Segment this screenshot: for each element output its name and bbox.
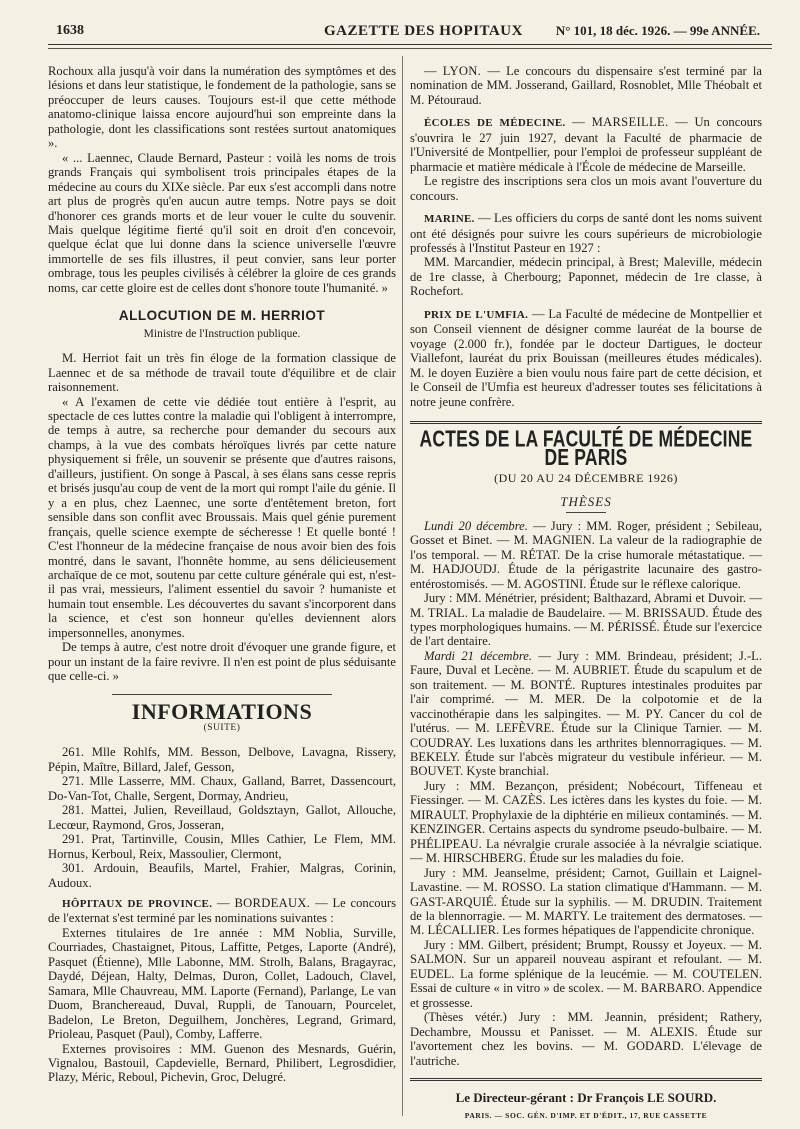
- paragraph: De temps à autre, c'est notre droit d'évoquer une grande figure, et pour un instant de la faire revivre. Il n'en est point de plus séduisante que celle-ci. »: [48, 640, 396, 684]
- double-rule: [410, 421, 762, 424]
- theses-rule: [566, 512, 606, 513]
- place-name: MARSEILLE.: [591, 115, 669, 130]
- faculte-title: ACTES DE LA FACULTÉ DE MÉDECINE DE PARIS: [419, 425, 753, 471]
- paragraph: Externes titulaires de 1re année : MM Noblia, Surville, Courriades, Chastaignet, Pitous, Laffitte, Petges, Laporte (André), Pasquet (Étienne), Mlle Labonne, MM. Strolh, Balans, Bragayrac, Daydé, Déjean, Halty, Delmas, Duron, Collet, Ladouch, Clavel, Samara, Mlle Chauvreau, MM. Laporte (Fernand), Parlange, Le van Duom, Branchereaud, Duval, Ruppli, de Tanouarn, Pourcelet, Badelon, Le Breton, Deguilhem, Jonchères, Legrand, Grimard, Prioleau, Pasquet (Paul), Comby, Lafferre.: [48, 925, 396, 1042]
- name-list: 261. Mlle Rohlfs, MM. Besson, Delbove, Lavagna, Rissery, Pépin, Maître, Billard, Jalef, Gesson,: [48, 745, 396, 774]
- paragraph-text: — Le concours du dispensaire s'est terminé par la nomination de MM. Josserand, Gaillard, Rosnoblet, Mlle Théobalt et M. Pétouraud.: [410, 64, 762, 107]
- allocution-title: ALLOCUTION DE M. HERRIOT: [118, 308, 326, 324]
- day-label: Mardi 21 décembre.: [424, 648, 532, 663]
- lyon-paragraph: — LYON. — Le concours du dispensaire s'est terminé par la nomination de MM. Josserand, Gaillard, Rosnoblet, Mlle Théobalt et M. Pétouraud.: [410, 64, 762, 107]
- paragraph-text: — Jury : MM. Roger, président ; Sebileau, Gosset et Binet. — M. MAGNIEN. La valeur de la radiographie de l'os temporal. — M. RÉTAT. De la crise humorale métastatique. — M. HADJOUDJ. Étude de la périgastrite lacunaire des gastro-entérostomisés. — M. AGOSTINI. Étude sur le réflexe calorique.: [410, 518, 762, 591]
- paragraph: « A l'examen de cette vie dédiée tout entière à l'esprit, au spectacle de ces luttes contre la maladie qui l'obligent à interrompre, de temps à autre, sa recherche pour demander du secours aux champs, à la vue des combats héroïques livrés par cette nature physiquement si frêle, un souvenir se présente que d'autres raisons, d'ailleurs, justifient. On songe à Pascal, à ses élans sans cesse repris et brisés jusqu'au coup de vent de la mort qui rompt l'aile du génie. Il y a en plus, chez Laennec, une sorte d'entêtement breton, fort sensible dans son conflit avec Broussais. Mais quel génie purement français, quelle science exempte de sécheresse ! Et quelle bonté ! C'est l'honneur de la médecine française de nous avoir bien des fois montré, dans le savant, l'honnête homme, au sens délicieusement archaïque de ce mot, soutenu par cette culture générale qui est, n'est-il pas vrai, messieurs, l'aliment essentiel du savoir ? humaniste et humain tout ensemble. Les découvertes du savant s'incorporent dans la science, et c'est son honneur qu'elles deviennent alors impersonnelles, anonymes.: [48, 394, 396, 640]
- ecoles-paragraph: ÉCOLES DE MÉDECINE. — MARSEILLE. — Un concours s'ouvrira le 27 juin 1927, devant la Faculté de pharmacie de l'Université de Montpellier, pour l'emploi de professeur suppléant de pharmacie et matière médicale à l'École de médecine de Marseille.: [410, 115, 763, 174]
- page-header: [48, 20, 764, 42]
- theses-paragraph: [410, 649, 762, 779]
- informations-title: INFORMATIONS: [131, 698, 313, 724]
- section-head: MARINE.: [424, 213, 475, 226]
- marine-paragraph: [410, 211, 762, 255]
- name-list: 281. Mattei, Julien, Reveillaud, Goldsztayn, Gallot, Allouche, Lecœur, Raymond, Gros, Josseran,: [48, 803, 396, 832]
- paragraph: Externes provisoires : MM. Guenon des Mesnards, Guérin, Vignalou, Bastouil, Capdevielle, Bernard, Philibert, Legrosdidier, Plazy, Méric, Reboul, Pichevin, Groc, Delugré.: [48, 1041, 396, 1085]
- day-label: Lundi 20 décembre.: [424, 518, 528, 533]
- issue-info: N° 101, 18 déc. 1926. — 99e ANNÉE.: [555, 23, 760, 38]
- page-number: 1638: [56, 23, 84, 38]
- paragraph: Jury : MM. Ménétrier, président; Balthazard, Abrami et Duvoir. — M. TRIAL. La maladie de Baudelaire. — M. BRISSAUD. Étude des types morphologiques humains. — M. PÉRISSÉ. Étude sur l'exercice de l'art dentaire.: [410, 591, 762, 649]
- name-list: 291. Prat, Tartinville, Cousin, Mlles Cathier, Le Flem, MM. Hornus, Kerboul, Reix, Massoulier, Clermont,: [48, 832, 396, 861]
- column-divider: [402, 56, 403, 1116]
- paragraph: M. Herriot fait un très fin éloge de la formation classique de Laennec et de sa méthode de travail toute d'équilibre et de clair raisonnement.: [48, 351, 396, 395]
- allocution-subtitle: Ministre de l'Instruction publique.: [143, 327, 301, 340]
- journal-title: GAZETTE DES HOPITAUX: [324, 23, 523, 39]
- prix-paragraph: [410, 307, 762, 409]
- paragraph: (Thèses vétér.) Jury : MM. Jeannin, président; Rathery, Dechambre, Moussu et Panisset. — M. ALEXIS. Étude sur l'avortement chez les bovins. — M. GODARD. L'élevage de l'autriche.: [410, 1010, 762, 1068]
- informations-subtitle: (SUITE): [203, 723, 241, 734]
- paragraph: Le registre des inscriptions sera clos un mois avant l'ouverture du concours.: [410, 174, 762, 203]
- right-column: [410, 64, 762, 1124]
- paragraph-text: — La Faculté de médecine de Montpellier et son Conseil viennent de désigner comme lauréat de la bourse de voyage (2.000 fr.), fondée par le docteur Dartigues, le docteur Viallefont, lauréat du prix Bouissan (meilleures études médicales). M. le doyen Euzière a bien voulu nous faire part de cette décision, et le Conseil de l'Umfia est heureux d'adresser toutes ses félicitations à notre jeune confrère.: [410, 306, 762, 409]
- paragraph-text: — Jury : MM. Brindeau, président; J.-L. Faure, Duval et Lecène. — M. AUBRIET. Étude du scapulum et de son traitement. — M. BONTÉ. Ruptures intestinales produites par l'air comprimé. — M. MER. De la colpotomie et de la vaccinothérapie dans les salpingites. — M. PY. Cancer du col de l'utérus. — M. LEFÈVRE. Étude sur la Clinique Tarnier. — M. COUDRAY. Les luxations dans les arthrites blennorragiques. — M. BEKELY. Étude sur l'abcès migrateur du vestibule inférieur. — M. BOUVET. Kyste branchial.: [410, 648, 762, 779]
- separator: [112, 694, 332, 695]
- paragraph: Rochoux alla jusqu'à voir dans la numération des symptômes et des lésions et dans leur statistique, le fondement de la pathologie, sans se préoccuper de leurs causes. Toujours est-il que cette méthode anatomo-clinique laissa encore aujourd'hui son empreinte dans la pathologie, dont les classifications sont restées surtout anatomiques ».: [48, 64, 396, 151]
- paragraph: Jury : MM. Bezançon, président; Nobécourt, Tiffeneau et Fiessinger. — M. CAZÈS. Les ictères dans les kystes du foie. — M. MIRAULT. Prophylaxie de la diphtérie en milieux contaminés. — M. KENZINGER. Certains aspects du syndrome pseudo-bulbaire. — M. PHÉLIPEAU. La névralgie crurale associée à la névralgie sciatique. — M. HIRSCHBERG. Étude sur les maladies du foie.: [410, 778, 762, 866]
- hopitaux-province-paragraph: HÔPITAUX DE PROVINCE. — BORDEAUX. — Le concours de l'externat s'est terminé par les nominations suivantes :: [48, 896, 396, 926]
- place-name: BORDEAUX.: [234, 896, 311, 911]
- paragraph-text: — Les officiers du corps de santé dont les noms suivent ont été désignés pour suivre les cours supérieurs de microbiologie professés à l'Institut Pasteur en 1927 :: [410, 211, 762, 255]
- theses-paragraph: [410, 519, 762, 591]
- theses-heading: THÈSES: [560, 494, 612, 510]
- faculte-subtitle: (DU 20 AU 24 DÉCEMBRE 1926): [494, 470, 678, 485]
- left-column: [48, 64, 396, 1085]
- section-head: PRIX DE L'UMFIA.: [424, 308, 529, 321]
- footer-signature: Le Directeur-gérant : Dr François LE SOURD.: [455, 1090, 717, 1105]
- place-name: LYON.: [442, 64, 482, 78]
- header-rule: [48, 44, 772, 45]
- section-head: HÔPITAUX DE PROVINCE.: [62, 898, 213, 911]
- paragraph: Jury : MM. Gilbert, président; Brumpt, Roussy et Joyeux. — M. SALMON. Sur un appareil nouveau aspirant et refoulant. — M. EUDEL. La forme splénique de la leucémie. — M. COUTELEN. Essai de culture « in vitro » de scolex. — M. BARBARO. Appendice et grossesse.: [410, 937, 762, 1010]
- name-list: 301. Ardouin, Beaufils, Martel, Frahier, Malgras, Corinin, Audoux.: [48, 861, 396, 890]
- footer-printer: PARIS. — SOC. GÉN. D'IMP. ET D'ÉDIT., 17, RUE CASSETTE: [464, 1111, 708, 1121]
- paragraph: « ... Laennec, Claude Bernard, Pasteur : voilà les noms de trois grands Français qui symbolisent trois principales étapes de la médecine au cours du XIXe siècle. Par eux s'est accompli dans notre art plus de progrès qu'en aucun autre temps. Notre pays se doit d'honorer ces grands morts et de leur vouer le culte du souvenir. Mais quelque légitime fierté qu'il soit en droit d'en concevoir, quelque éclat que lui donne dans la science universelle l'œuvre immortelle de ses fils illustres, il peut convier, sans leur porter ombrage, tous les peuples civilisés à célébrer la gloire de ces grands noms, car cette gloire est de celles dont s'honore toute l'humanité. »: [48, 150, 396, 295]
- paragraph: Jury : MM. Jeanselme, président; Carnot, Guillain et Laignel-Lavastine. — M. ROSSO. La station climatique d'Hammann. — M. GAST-ARQUIÉ. Étude sur la syphilis. — M. DRUDIN. Traitement de la blennorragie. — M. MARTY. Le traitement des dermatoses. — M. LÉCALLIER. Les formes hépatiques de l'appendicite chronique.: [410, 865, 762, 938]
- header-rule-thin: [48, 48, 772, 49]
- paragraph: MM. Marcandier, médecin principal, à Brest; Maleville, médecin de 1re classe, à Cherbourg; Paponnet, médecin de 1re classe, à Rochefort.: [410, 255, 762, 299]
- name-list: 271. Mlle Lasserre, MM. Chaux, Galland, Barret, Dassencourt, Do-Van-Tot, Challe, Sergent, Dormay, Andrieu,: [48, 774, 396, 803]
- section-head: ÉCOLES DE MÉDECINE.: [424, 117, 566, 130]
- paragraph-text: — Un concours s'ouvrira le 27 juin 1927, devant la Faculté de pharmacie de l'Université de Montpellier, pour l'emploi de professeur suppléant de pharmacie et matière médicale à l'École de médecine de Marseille.: [410, 115, 763, 174]
- footer-rule: [410, 1078, 762, 1081]
- paragraph-text: — Le concours de l'externat s'est terminé par les nominations suivantes :: [48, 896, 396, 926]
